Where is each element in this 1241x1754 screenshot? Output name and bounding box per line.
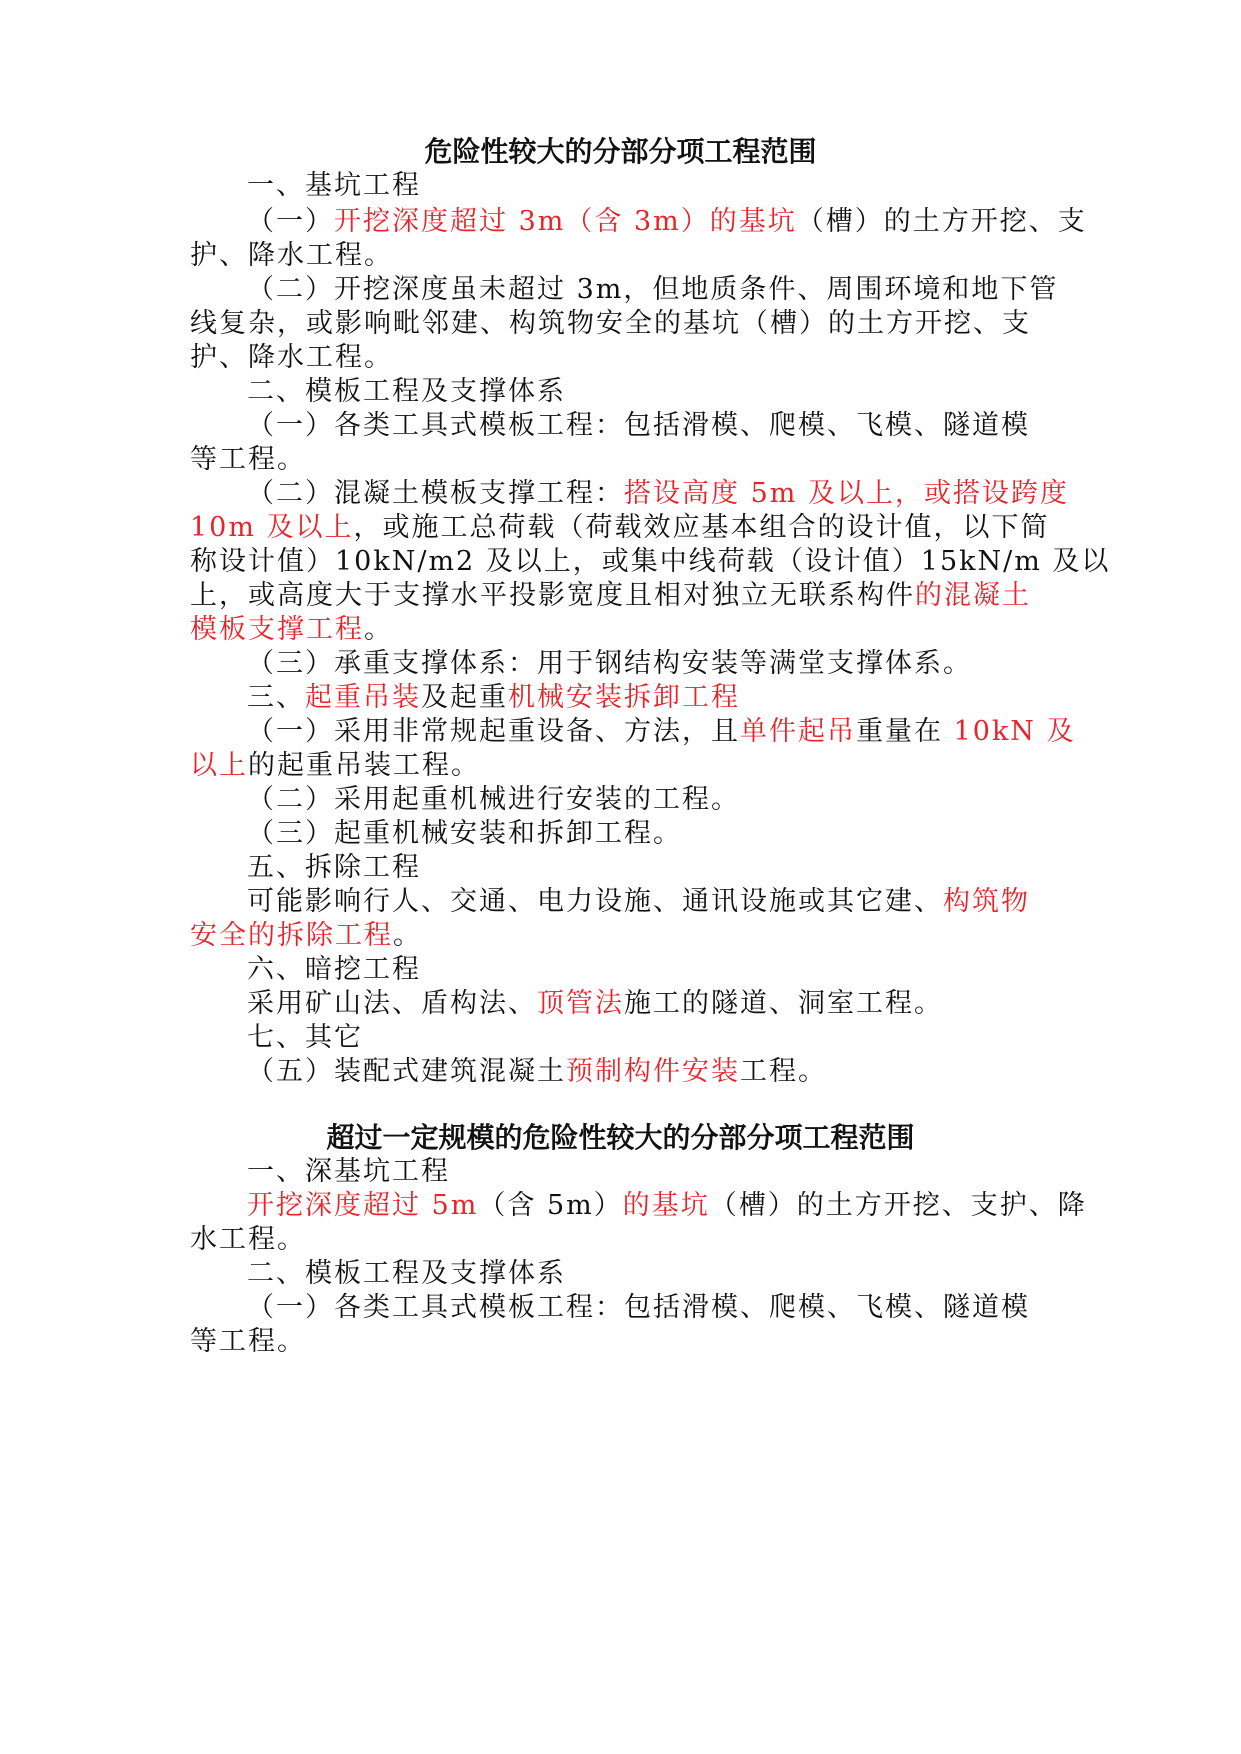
- highlight-text: 单件起吊: [740, 716, 856, 747]
- highlight-text: 的基坑: [622, 1190, 710, 1221]
- paragraph-line: （二）混凝土模板支撑工程：搭设高度 5m 及以上，或搭设跨度: [247, 478, 1069, 509]
- paragraph-line: （一）开挖深度超过 3m（含 3m）的基坑（槽）的土方开挖、支: [247, 206, 1087, 237]
- paragraph-line: 以上的起重吊装工程。: [190, 750, 480, 781]
- heading-foundation-pit: 一、基坑工程: [247, 170, 421, 201]
- paragraph-line: （一）各类工具式模板工程：包括滑模、爬模、飞模、隧道模: [247, 410, 1030, 441]
- paragraph-line: 可能影响行人、交通、电力设施、通讯设施或其它建、构筑物: [247, 886, 1030, 917]
- highlight-text: 10m 及以上: [190, 512, 354, 543]
- paragraph-line: （二）采用起重机械进行安装的工程。: [247, 784, 740, 815]
- paragraph-line: 等工程。: [190, 1326, 306, 1357]
- highlight-text: 起重吊装: [305, 682, 421, 713]
- highlight-text: 搭设高度 5m 及以上，或搭设跨度: [624, 478, 1069, 509]
- heading-other: 七、其它: [247, 1022, 363, 1053]
- heading-formwork-2: 二、模板工程及支撑体系: [247, 1258, 566, 1289]
- paragraph-line: （五）装配式建筑混凝土预制构件安装工程。: [247, 1056, 827, 1087]
- highlight-text: 的混凝土: [915, 580, 1031, 611]
- highlight-text: 预制构件安装: [566, 1056, 740, 1087]
- paragraph-line: 模板支撑工程。: [190, 614, 393, 645]
- heading-formwork: 二、模板工程及支撑体系: [247, 376, 566, 407]
- highlight-text: 顶管法: [537, 988, 624, 1019]
- paragraph-line: （三）起重机械安装和拆卸工程。: [247, 818, 682, 849]
- paragraph-line: 开挖深度超过 5m（含 5m）的基坑（槽）的土方开挖、支护、降: [247, 1190, 1087, 1221]
- heading-lifting: 三、起重吊装及起重机械安装拆卸工程: [247, 682, 740, 713]
- highlight-text: 机械安装拆卸工程: [508, 682, 740, 713]
- paragraph-line: 护、降水工程。: [190, 342, 393, 373]
- highlight-text: 构筑物: [943, 886, 1030, 917]
- paragraph-line: （一）各类工具式模板工程：包括滑模、爬模、飞模、隧道模: [247, 1292, 1030, 1323]
- heading-demolition: 五、拆除工程: [247, 852, 421, 883]
- paragraph-line: 安全的拆除工程。: [190, 920, 422, 951]
- paragraph-line: （二）开挖深度虽未超过 3m，但地质条件、周围环境和地下管: [247, 274, 1059, 305]
- highlight-text: 10kN 及: [953, 716, 1076, 747]
- paragraph-line: 采用矿山法、盾构法、顶管法施工的隧道、洞室工程。: [247, 988, 943, 1019]
- paragraph-line: （一）采用非常规起重设备、方法，且单件起吊重量在 10kN 及: [247, 716, 1076, 747]
- paragraph-line: 等工程。: [190, 444, 306, 475]
- paragraph-line: （三）承重支撑体系：用于钢结构安装等满堂支撑体系。: [247, 648, 972, 679]
- paragraph-line: 10m 及以上，或施工总荷载（荷载效应基本组合的设计值，以下简: [190, 512, 1050, 543]
- paragraph-line: 称设计值）10kN/m2 及以上，或集中线荷载（设计值）15kN/m 及以: [190, 546, 1111, 577]
- heading-deep-pit: 一、深基坑工程: [247, 1156, 450, 1187]
- highlight-text: 模板支撑工程: [190, 614, 364, 645]
- highlight-text: 开挖深度超过 3m（含 3m）的基坑: [334, 206, 797, 237]
- paragraph-line: 水工程。: [190, 1224, 306, 1255]
- paragraph-line: 上，或高度大于支撑水平投影宽度且相对独立无联系构件的混凝土: [190, 580, 1031, 611]
- highlight-text: 开挖深度超过 5m: [247, 1190, 479, 1221]
- highlight-text: 以上: [190, 750, 248, 781]
- heading-tunneling: 六、暗挖工程: [247, 954, 421, 985]
- paragraph-line: 线复杂，或影响毗邻建、构筑物安全的基坑（槽）的土方开挖、支: [190, 308, 1031, 339]
- section-title-2: 超过一定规模的危险性较大的分部分项工程范围: [326, 1121, 915, 1154]
- paragraph-line: 护、降水工程。: [190, 240, 393, 271]
- section-title-1: 危险性较大的分部分项工程范围: [424, 135, 817, 168]
- highlight-text: 安全的拆除工程: [190, 920, 393, 951]
